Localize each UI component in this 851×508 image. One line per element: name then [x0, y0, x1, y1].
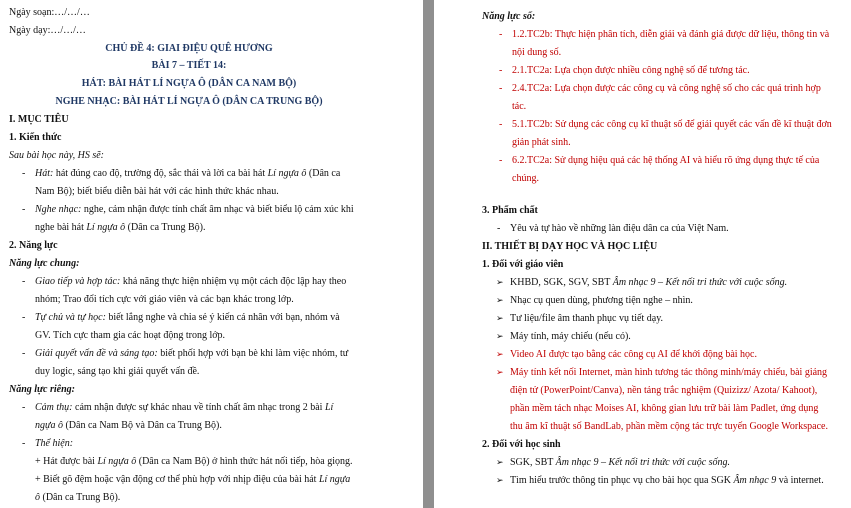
knowledge-item-sing-cont: Nam Bộ); biết biểu diễn bài hát với các hình thức khác nhau.: [35, 186, 279, 197]
specific-item-expression: - Thể hiện:: [35, 437, 73, 451]
date-taught: Ngày dạy:…/…/…: [9, 25, 86, 36]
teacher-item-books: ➢ KHBD, SGK, SGV, SBT Âm nhạc 9 – Kết nối tri thức với cuộc sống.: [510, 276, 787, 290]
digital-item-4: - 5.1.TC2b: Sử dụng các công cụ kĩ thuật số để giải quyết các vấn đề kĩ thuật đơn: [512, 118, 832, 132]
sing-title: HÁT: BÀI HÁT LÍ NGỰA Ô (DÂN CA NAM BỘ): [81, 78, 297, 89]
specific-competence-heading: Năng lực riêng:: [9, 384, 75, 395]
lesson-title: BÀI 7 – TIẾT 14:: [151, 60, 227, 71]
digital-item-2: - 2.1.TC2a: Lựa chọn được nhiều công nghệ số để tương tác.: [512, 64, 750, 78]
knowledge-item-listen-cont: nghe bài hát Lí ngựa ô (Dân ca Trung Bộ).: [35, 222, 206, 233]
digital-item-5: - 6.2.TC2a: Sử dụng hiệu quả các hệ thống AI và hiểu rõ ứng dụng thực tế của: [512, 154, 819, 168]
teacher-item-audio: ➢ Tư liệu/file âm thanh phục vụ tiết dạy.: [510, 312, 663, 326]
general-item-communication: - Giao tiếp và hợp tác: khả năng thực hiện nhiệm vụ một cách độc lập hay theo: [35, 275, 346, 289]
general-item-selfstudy: - Tự chủ và tự học: biết lắng nghe và chia sẻ ý kiến cá nhân với bạn, nhóm và: [35, 311, 340, 325]
digital-item-5-cont: chúng.: [512, 173, 539, 184]
specific-item-perception: - Cảm thụ: cảm nhận được sự khác nhau về tính chất âm nhạc trong 2 bài Lí: [35, 401, 333, 415]
teacher-item-computer: ➢ Máy tính, máy chiếu (nếu có).: [510, 330, 631, 344]
student-item-books: ➢ SGK, SBT Âm nhạc 9 – Kết nối tri thức với cuộc sống.: [510, 456, 730, 470]
subsection-competence: 2. Năng lực: [9, 240, 58, 251]
teacher-item-ai-video: ➢ Video AI được tạo bằng các công cụ AI để khởi động bài học.: [510, 348, 757, 362]
general-competence-heading: Năng lực chung:: [9, 258, 80, 269]
teacher-item-tools-cont-1: điện tử (PowerPoint/Canva), nền tảng trắc nghiệm (Quizizz/ Azota/ Kahoot),: [510, 385, 818, 396]
specific-item-perception-cont: ngựa ô (Dân ca Nam Bộ và Dân ca Trung Bộ).: [35, 420, 222, 431]
student-item-research: ➢ Tìm hiểu trước thông tin phục vụ cho bài học qua SGK Âm nhạc 9 và internet.: [510, 474, 824, 488]
knowledge-item-listen: - Nghe nhạc: nghe, cảm nhận được tính chất âm nhạc và biết biểu lộ cảm xúc khi: [35, 203, 354, 217]
knowledge-item-sing: - Hát: hát đúng cao độ, trường độ, sắc thái và lời ca bài hát Lí ngựa ô (Dân ca: [35, 167, 340, 181]
student-heading: 2. Đối với học sinh: [482, 439, 561, 450]
listen-title: NGHE NHẠC: BÀI HÁT LÍ NGỰA Ô (DÂN CA TRUNG BỘ): [55, 96, 323, 107]
expression-subitem-sing: + Hát được bài Lí ngựa ô (Dân ca Nam Bộ) ở hình thức hát nối tiếp, hòa giọng.: [35, 456, 353, 467]
teacher-item-instruments: ➢ Nhạc cụ quen dùng, phương tiện nghe – nhìn.: [510, 294, 693, 308]
document-page-right: [434, 0, 851, 508]
quality-heading: 3. Phẩm chất: [482, 205, 538, 216]
digital-item-1: - 1.2.TC2b: Thực hiện phân tích, diễn giải và đánh giá được dữ liệu, thông tin và: [512, 28, 829, 42]
section-equipment: II. THIẾT BỊ DẠY HỌC VÀ HỌC LIỆU: [482, 241, 658, 252]
subsection-knowledge: 1. Kiến thức: [9, 132, 62, 143]
general-item-problem-solving: - Giải quyết vấn đề và sáng tạo: biết phối hợp với bạn bè khi làm việc nhóm, tư: [35, 347, 348, 361]
digital-item-4-cont: giản phát sinh.: [512, 137, 571, 148]
teacher-item-tools: ➢ Máy tính kết nối Internet, màn hình tương tác thông minh/máy chiếu, bài giảng: [510, 366, 827, 380]
teacher-heading: 1. Đối với giáo viên: [482, 259, 564, 270]
quality-item: - Yêu và tự hào về những làn điệu dân ca của Việt Nam.: [510, 222, 729, 236]
teacher-item-tools-cont-2: phần mềm tách nhạc Moises AI, không gian lưu trữ bài làm Padlet, ứng dụng: [510, 403, 819, 414]
document-page-left: [0, 0, 423, 508]
section-objectives: I. MỤC TIÊU: [9, 114, 69, 125]
digital-competence-heading: Năng lực số:: [482, 11, 536, 22]
digital-item-3: - 2.4.TC2a: Lựa chọn được các công cụ và công nghệ số cho các quá trình hợp: [512, 82, 821, 96]
general-item-selfstudy-cont: GV. Tích cực tham gia các hoạt động trong lớp.: [35, 330, 226, 341]
digital-item-1-cont: nội dung số.: [512, 47, 562, 58]
expression-subitem-rhythm: + Biết gõ đệm hoặc vận động cơ thể phù hợp với nhịp điệu của bài hát Lí ngựa: [35, 474, 351, 485]
topic-title: CHỦ ĐỀ 4: GIAI ĐIỆU QUÊ HƯƠNG: [105, 43, 273, 54]
general-item-communication-cont: nhóm; Trao đổi tích cực với giáo viên và các bạn khác trong lớp.: [35, 294, 294, 305]
digital-item-3-cont: tác.: [512, 101, 527, 112]
teacher-item-tools-cont-3: thu âm kĩ thuật số BandLab, phần mềm cộng tác trực tuyến Google Workspace.: [510, 421, 828, 432]
date-prepared: Ngày soạn:…/…/…: [9, 7, 90, 18]
general-item-problem-solving-cont: duy logic, sáng tạo khi giải quyết vấn đề.: [35, 366, 200, 377]
expression-subitem-rhythm-cont: ô (Dân ca Trung Bộ).: [35, 492, 121, 503]
intro-line: Sau bài học này, HS sẽ:: [9, 150, 104, 161]
